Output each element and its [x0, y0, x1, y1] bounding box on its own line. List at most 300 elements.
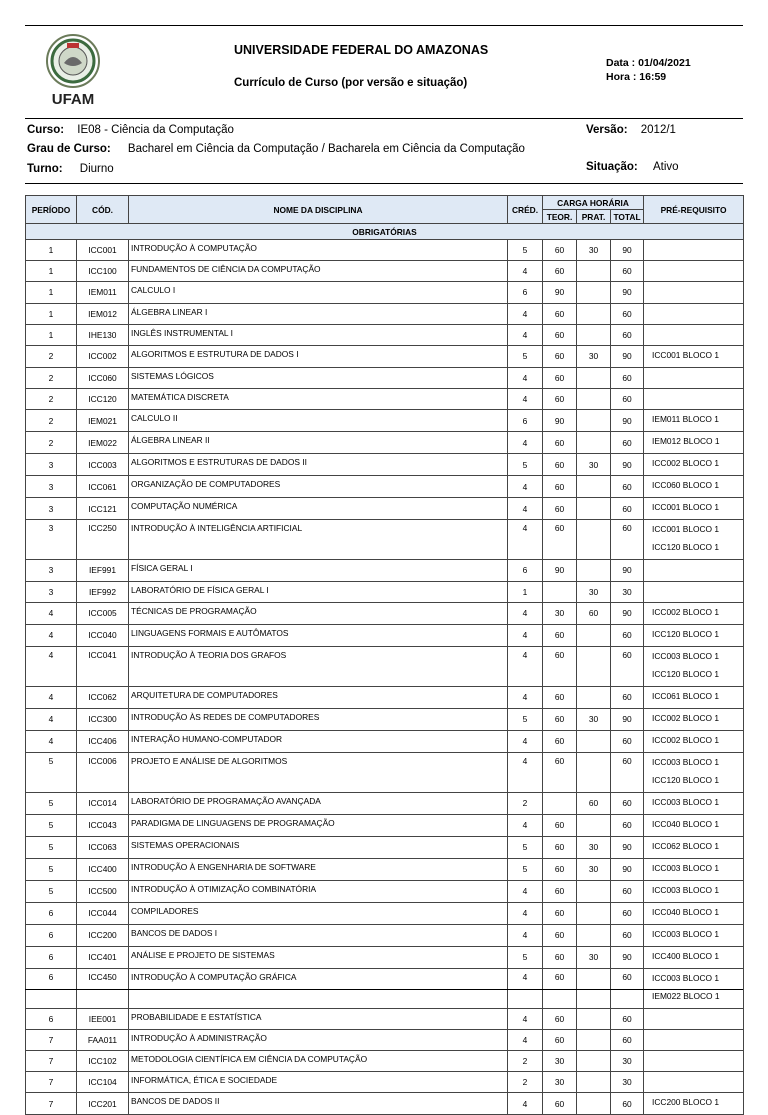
prat-cell — [577, 752, 611, 792]
teor-cell: 60 — [543, 858, 577, 880]
nome-cell: INTRODUÇÃO À ENGENHARIA DE SOFTWARE — [129, 858, 508, 880]
turno-row — [27, 163, 114, 175]
prat-cell — [577, 324, 611, 345]
university-name: UNIVERSIDADE FEDERAL DO AMAZONAS — [234, 43, 489, 57]
total-cell: 60 — [611, 752, 644, 792]
cod-cell: ICC400 — [77, 858, 129, 880]
total-cell: 60 — [611, 1029, 644, 1050]
periodo-cell: 7 — [26, 1093, 77, 1115]
prat-cell — [577, 686, 611, 708]
teor-cell: 60 — [543, 752, 577, 792]
prereq-cell — [644, 946, 744, 968]
prereq-item: IEM011 BLOCO 1 — [652, 414, 719, 425]
prat-cell — [577, 924, 611, 946]
nome-cell: LABORATÓRIO DE PROGRAMAÇÃO AVANÇADA — [129, 792, 508, 814]
total-cell: 60 — [611, 624, 644, 646]
table-row — [26, 1093, 744, 1115]
cod-cell: IEF992 — [77, 581, 129, 602]
cod-cell: ICC002 — [77, 345, 129, 367]
prereq-item: ICC062 BLOCO 1 — [652, 840, 720, 851]
cred-cell: 4 — [508, 968, 543, 1008]
table-row — [26, 624, 744, 646]
periodo-cell: 4 — [26, 602, 77, 624]
header-carga: CARGA HORÁRIA — [543, 196, 644, 210]
total-cell: 30 — [611, 1051, 644, 1072]
periodo-cell: 1 — [26, 282, 77, 303]
periodo-cell: 3 — [26, 520, 77, 560]
grau-value: Bacharel em Ciência da Computação / Bacharela em Ciência da Computação — [127, 143, 525, 155]
table-row — [26, 902, 744, 924]
nome-cell: SISTEMAS OPERACIONAIS — [129, 836, 508, 858]
prereq-cell — [644, 367, 744, 388]
cod-cell: ICC200 — [77, 924, 129, 946]
cred-cell: 4 — [508, 924, 543, 946]
cred-cell: 4 — [508, 432, 543, 454]
cred-cell: 6 — [508, 560, 543, 581]
periodo-cell: 5 — [26, 814, 77, 836]
nome-cell: INTRODUÇÃO À OTIMIZAÇÃO COMBINATÓRIA — [129, 880, 508, 902]
cred-cell: 4 — [508, 303, 543, 324]
prat-cell — [577, 261, 611, 282]
periodo-cell: 2 — [26, 410, 77, 432]
teor-cell: 60 — [543, 624, 577, 646]
cred-cell: 2 — [508, 1072, 543, 1093]
periodo-cell: 6 — [26, 902, 77, 924]
cod-cell: ICC406 — [77, 730, 129, 752]
prereq-cell — [644, 1029, 744, 1050]
prereq-item: ICC040 BLOCO 1 — [652, 818, 720, 829]
cred-cell: 2 — [508, 1051, 543, 1072]
periodo-cell: 2 — [26, 345, 77, 367]
teor-cell: 30 — [543, 602, 577, 624]
table-row — [26, 880, 744, 902]
prereq-item: ICC003 BLOCO 1 — [652, 972, 720, 983]
table-row — [26, 686, 744, 708]
prat-cell: 30 — [577, 345, 611, 367]
teor-cell: 60 — [543, 345, 577, 367]
teor-cell: 60 — [543, 646, 577, 686]
total-cell: 60 — [611, 902, 644, 924]
report-subtitle: Currículo de Curso (por versão e situação) — [234, 77, 468, 89]
table-row — [26, 324, 744, 345]
header-cred: CRÉD. — [508, 196, 543, 224]
teor-cell: 60 — [543, 367, 577, 388]
prereq-item: ICC002 BLOCO 1 — [652, 606, 720, 617]
teor-cell: 90 — [543, 282, 577, 303]
periodo-cell: 2 — [26, 367, 77, 388]
periodo-cell: 5 — [26, 880, 77, 902]
table-row — [26, 858, 744, 880]
nome-cell: INFORMÁTICA, ÉTICA E SOCIEDADE — [129, 1072, 508, 1093]
teor-cell: 60 — [543, 261, 577, 282]
cod-cell: ICC044 — [77, 902, 129, 924]
prereq-item: ICC120 BLOCO 1 — [652, 668, 720, 679]
cod-cell: ICC061 — [77, 476, 129, 498]
total-cell: 90 — [611, 282, 644, 303]
table-row — [26, 261, 744, 282]
periodo-cell: 6 — [26, 968, 77, 1008]
total-cell: 30 — [611, 581, 644, 602]
table-row — [26, 924, 744, 946]
nome-cell: FÍSICA GERAL I — [129, 560, 508, 581]
nome-cell: CALCULO II — [129, 410, 508, 432]
cod-cell: IEF991 — [77, 560, 129, 581]
prereq-cell — [644, 708, 744, 730]
teor-cell: 60 — [543, 686, 577, 708]
nome-cell: LINGUAGENS FORMAIS E AUTÔMATOS — [129, 624, 508, 646]
header-prat: PRAT. — [577, 210, 611, 224]
total-cell: 60 — [611, 646, 644, 686]
teor-cell: 30 — [543, 1051, 577, 1072]
cod-cell: ICC003 — [77, 454, 129, 476]
date-value: 01/04/2021 — [638, 57, 691, 69]
periodo-cell: 5 — [26, 752, 77, 792]
cred-cell: 5 — [508, 708, 543, 730]
cod-cell: ICC040 — [77, 624, 129, 646]
cod-cell: ICC250 — [77, 520, 129, 560]
total-cell: 60 — [611, 367, 644, 388]
prat-cell: 60 — [577, 602, 611, 624]
prereq-item: ICC120 BLOCO 1 — [652, 542, 720, 553]
periodo-cell: 1 — [26, 240, 77, 261]
prat-cell — [577, 1093, 611, 1115]
total-cell: 60 — [611, 476, 644, 498]
table-row — [26, 792, 744, 814]
teor-cell — [543, 792, 577, 814]
prat-cell — [577, 432, 611, 454]
cred-cell: 4 — [508, 880, 543, 902]
cod-cell: ICC102 — [77, 1051, 129, 1072]
teor-cell: 60 — [543, 520, 577, 560]
prereq-cell — [644, 858, 744, 880]
logo-text: UFAM — [51, 91, 95, 108]
turno-value: Diurno — [79, 163, 114, 175]
total-cell: 90 — [611, 454, 644, 476]
nome-cell: CALCULO I — [129, 282, 508, 303]
nome-cell: ÁLGEBRA LINEAR II — [129, 432, 508, 454]
cred-cell: 2 — [508, 792, 543, 814]
teor-cell: 60 — [543, 814, 577, 836]
total-cell: 60 — [611, 814, 644, 836]
prat-cell — [577, 730, 611, 752]
prat-cell: 30 — [577, 581, 611, 602]
prereq-cell — [644, 410, 744, 432]
total-cell: 60 — [611, 520, 644, 560]
header-nome: NOME DA DISCIPLINA — [129, 196, 508, 224]
teor-cell: 60 — [543, 730, 577, 752]
nome-cell: INTRODUÇÃO À ADMINISTRAÇÃO — [129, 1029, 508, 1050]
cod-cell: IEM012 — [77, 303, 129, 324]
total-cell: 60 — [611, 968, 644, 1008]
prat-cell — [577, 624, 611, 646]
table-row — [26, 476, 744, 498]
prat-cell — [577, 560, 611, 581]
cred-cell: 5 — [508, 240, 543, 261]
periodo-cell: 4 — [26, 708, 77, 730]
info-rule — [25, 183, 743, 184]
nome-cell: BANCOS DE DADOS II — [129, 1093, 508, 1115]
teor-cell: 60 — [543, 240, 577, 261]
total-cell: 90 — [611, 345, 644, 367]
total-cell: 90 — [611, 708, 644, 730]
prat-cell — [577, 282, 611, 303]
cod-cell: ICC450 — [77, 968, 129, 1008]
prereq-cell — [644, 498, 744, 520]
cred-cell: 4 — [508, 686, 543, 708]
periodo-cell: 4 — [26, 624, 77, 646]
table-row — [26, 1029, 744, 1050]
prereq-cell — [644, 520, 744, 560]
cod-cell: IEM021 — [77, 410, 129, 432]
nome-cell: MATEMÁTICA DISCRETA — [129, 389, 508, 410]
prereq-cell — [644, 454, 744, 476]
cred-cell: 4 — [508, 324, 543, 345]
table-row — [26, 498, 744, 520]
periodo-cell: 3 — [26, 454, 77, 476]
prereq-cell — [644, 560, 744, 581]
teor-cell: 60 — [543, 946, 577, 968]
grau-label: Grau de Curso: — [27, 143, 111, 155]
header-cod: CÓD. — [77, 196, 129, 224]
nome-cell: INTRODUÇÃO À COMPUTAÇÃO — [129, 240, 508, 261]
cred-cell: 4 — [508, 498, 543, 520]
prereq-item: ICC061 BLOCO 1 — [652, 690, 720, 701]
versao-label: Versão: — [586, 124, 628, 136]
total-cell: 60 — [611, 498, 644, 520]
teor-cell: 90 — [543, 560, 577, 581]
turno-label: Turno: — [27, 163, 63, 175]
cred-cell: 4 — [508, 1029, 543, 1050]
grau-row — [27, 143, 525, 155]
prereq-item: ICC001 BLOCO 1 — [652, 349, 720, 360]
teor-cell: 30 — [543, 1072, 577, 1093]
total-cell: 60 — [611, 432, 644, 454]
nome-cell: COMPUTAÇÃO NUMÉRICA — [129, 498, 508, 520]
nome-cell: ANÁLISE E PROJETO DE SISTEMAS — [129, 946, 508, 968]
prereq-cell — [644, 389, 744, 410]
prat-cell: 30 — [577, 708, 611, 730]
teor-cell: 60 — [543, 303, 577, 324]
cod-cell: ICC060 — [77, 367, 129, 388]
table-row — [26, 454, 744, 476]
cred-cell: 4 — [508, 367, 543, 388]
header-prereq: PRÉ-REQUISITO — [644, 196, 744, 224]
table-row — [26, 946, 744, 968]
header-rule — [25, 118, 743, 119]
teor-cell: 60 — [543, 880, 577, 902]
prereq-cell — [644, 730, 744, 752]
total-cell: 60 — [611, 1008, 644, 1029]
prereq-item: IEM022 BLOCO 1 — [652, 990, 720, 1001]
prereq-cell — [644, 792, 744, 814]
cod-cell: ICC100 — [77, 261, 129, 282]
nome-cell: METODOLOGIA CIENTÍFICA EM CIÊNCIA DA COMPUTAÇÃO — [129, 1051, 508, 1072]
total-cell: 60 — [611, 389, 644, 410]
table-row — [26, 646, 744, 686]
situacao-value: Ativo — [652, 161, 679, 173]
teor-cell: 60 — [543, 1008, 577, 1029]
periodo-cell: 7 — [26, 1029, 77, 1050]
periodo-cell: 4 — [26, 686, 77, 708]
prat-cell — [577, 1072, 611, 1093]
periodo-cell: 7 — [26, 1072, 77, 1093]
teor-cell: 60 — [543, 924, 577, 946]
prereq-item: ICC001 BLOCO 1 — [652, 502, 720, 513]
nome-cell: FUNDAMENTOS DE CIÊNCIA DA COMPUTAÇÃO — [129, 261, 508, 282]
total-cell: 60 — [611, 1093, 644, 1115]
periodo-cell: 5 — [26, 836, 77, 858]
cred-cell: 4 — [508, 389, 543, 410]
nome-cell: INGLÊS INSTRUMENTAL I — [129, 324, 508, 345]
nome-cell: INTRODUÇÃO À COMPUTAÇÃO GRÁFICA — [129, 968, 508, 1008]
prereq-cell — [644, 836, 744, 858]
cod-cell: ICC041 — [77, 646, 129, 686]
periodo-cell: 1 — [26, 261, 77, 282]
teor-cell: 60 — [543, 968, 577, 1008]
curso-label: Curso: — [27, 124, 65, 136]
prereq-cell — [644, 646, 744, 686]
prereq-item: ICC002 BLOCO 1 — [652, 734, 720, 745]
nome-cell: ARQUITETURA DE COMPUTADORES — [129, 686, 508, 708]
teor-cell: 60 — [543, 389, 577, 410]
prat-cell: 30 — [577, 946, 611, 968]
date-label: Data : — [606, 57, 636, 69]
cod-cell: IEE001 — [77, 1008, 129, 1029]
curso-row — [27, 124, 234, 136]
cod-cell: ICC006 — [77, 752, 129, 792]
nome-cell: PROJETO E ANÁLISE DE ALGORITMOS — [129, 752, 508, 792]
prat-cell — [577, 1051, 611, 1072]
header-periodo: PERÍODO — [26, 196, 77, 224]
total-cell: 30 — [611, 1072, 644, 1093]
cred-cell: 4 — [508, 624, 543, 646]
time-label: Hora : — [606, 71, 637, 83]
cred-cell: 4 — [508, 902, 543, 924]
table-row — [26, 752, 744, 792]
teor-cell: 60 — [543, 454, 577, 476]
cred-cell: 5 — [508, 345, 543, 367]
teor-cell: 60 — [543, 708, 577, 730]
table-row — [26, 814, 744, 836]
cod-cell: IEM022 — [77, 432, 129, 454]
table-row — [26, 581, 744, 602]
table-row — [26, 410, 744, 432]
section-row — [26, 224, 744, 240]
periodo-cell: 4 — [26, 646, 77, 686]
cred-cell: 4 — [508, 814, 543, 836]
teor-cell: 60 — [543, 836, 577, 858]
prereq-cell — [644, 686, 744, 708]
prereq-item: ICC003 BLOCO 1 — [652, 928, 720, 939]
prereq-item: ICC040 BLOCO 1 — [652, 906, 720, 917]
prereq-item: ICC001 BLOCO 1 — [652, 524, 720, 535]
nome-cell: COMPILADORES — [129, 902, 508, 924]
periodo-cell: 5 — [26, 792, 77, 814]
nome-cell: ALGORITMOS E ESTRUTURAS DE DADOS II — [129, 454, 508, 476]
prereq-item: ICC400 BLOCO 1 — [652, 950, 720, 961]
periodo-cell: 2 — [26, 432, 77, 454]
prereq-cell — [644, 1093, 744, 1115]
versao-row — [586, 124, 676, 136]
table-row — [26, 836, 744, 858]
cred-cell: 6 — [508, 282, 543, 303]
nome-cell: INTRODUÇÃO À INTELIGÊNCIA ARTIFICIAL — [129, 520, 508, 560]
periodo-cell: 5 — [26, 858, 77, 880]
situacao-row — [586, 161, 679, 173]
prereq-cell — [644, 902, 744, 924]
nome-cell: TÉCNICAS DE PROGRAMAÇÃO — [129, 602, 508, 624]
table-row — [26, 520, 744, 560]
prat-cell: 60 — [577, 792, 611, 814]
table-row — [26, 432, 744, 454]
cod-cell: ICC062 — [77, 686, 129, 708]
cred-cell: 1 — [508, 581, 543, 602]
total-cell: 60 — [611, 730, 644, 752]
cod-cell: ICC401 — [77, 946, 129, 968]
prereq-cell — [644, 324, 744, 345]
prat-cell — [577, 389, 611, 410]
situacao-label: Situação: — [586, 161, 638, 173]
nome-cell: PARADIGMA DE LINGUAGENS DE PROGRAMAÇÃO — [129, 814, 508, 836]
cred-cell: 5 — [508, 454, 543, 476]
table-row — [26, 389, 744, 410]
prat-cell — [577, 303, 611, 324]
nome-cell: INTERAÇÃO HUMANO-COMPUTADOR — [129, 730, 508, 752]
table-row — [26, 1008, 744, 1029]
cod-cell: IEM011 — [77, 282, 129, 303]
total-cell: 60 — [611, 880, 644, 902]
table-row — [26, 240, 744, 261]
header-total: TOTAL — [611, 210, 644, 224]
total-cell: 60 — [611, 686, 644, 708]
cod-cell: ICC201 — [77, 1093, 129, 1115]
table-row — [26, 282, 744, 303]
prereq-item: ICC003 BLOCO 1 — [652, 650, 720, 661]
cod-cell: ICC063 — [77, 836, 129, 858]
cod-cell: FAA011 — [77, 1029, 129, 1050]
prereq-item: ICC120 BLOCO 1 — [652, 774, 720, 785]
prereq-item: ICC120 BLOCO 1 — [652, 628, 720, 639]
total-cell: 60 — [611, 261, 644, 282]
ufam-logo — [40, 33, 106, 107]
teor-cell: 60 — [543, 324, 577, 345]
cred-cell: 4 — [508, 261, 543, 282]
curso-value: IE08 - Ciência da Computação — [77, 124, 234, 136]
table-row — [26, 1072, 744, 1093]
cod-cell: ICC005 — [77, 602, 129, 624]
prereq-cell — [644, 814, 744, 836]
cred-cell: 4 — [508, 730, 543, 752]
nome-cell: ALGORITMOS E ESTRUTURA DE DADOS I — [129, 345, 508, 367]
prat-cell — [577, 476, 611, 498]
top-rule — [25, 25, 743, 26]
table-row — [26, 708, 744, 730]
prereq-cell — [644, 261, 744, 282]
total-cell: 90 — [611, 410, 644, 432]
total-cell: 90 — [611, 946, 644, 968]
prereq-cell — [644, 345, 744, 367]
prat-cell — [577, 814, 611, 836]
nome-cell: LABORATÓRIO DE FÍSICA GERAL I — [129, 581, 508, 602]
cred-cell: 4 — [508, 602, 543, 624]
cred-cell: 5 — [508, 836, 543, 858]
teor-cell: 60 — [543, 1029, 577, 1050]
prereq-item: ICC002 BLOCO 1 — [652, 712, 720, 723]
periodo-cell: 6 — [26, 924, 77, 946]
nome-cell: INTRODUÇÃO À TEORIA DOS GRAFOS — [129, 646, 508, 686]
cod-cell: ICC121 — [77, 498, 129, 520]
cred-cell: 4 — [508, 1093, 543, 1115]
